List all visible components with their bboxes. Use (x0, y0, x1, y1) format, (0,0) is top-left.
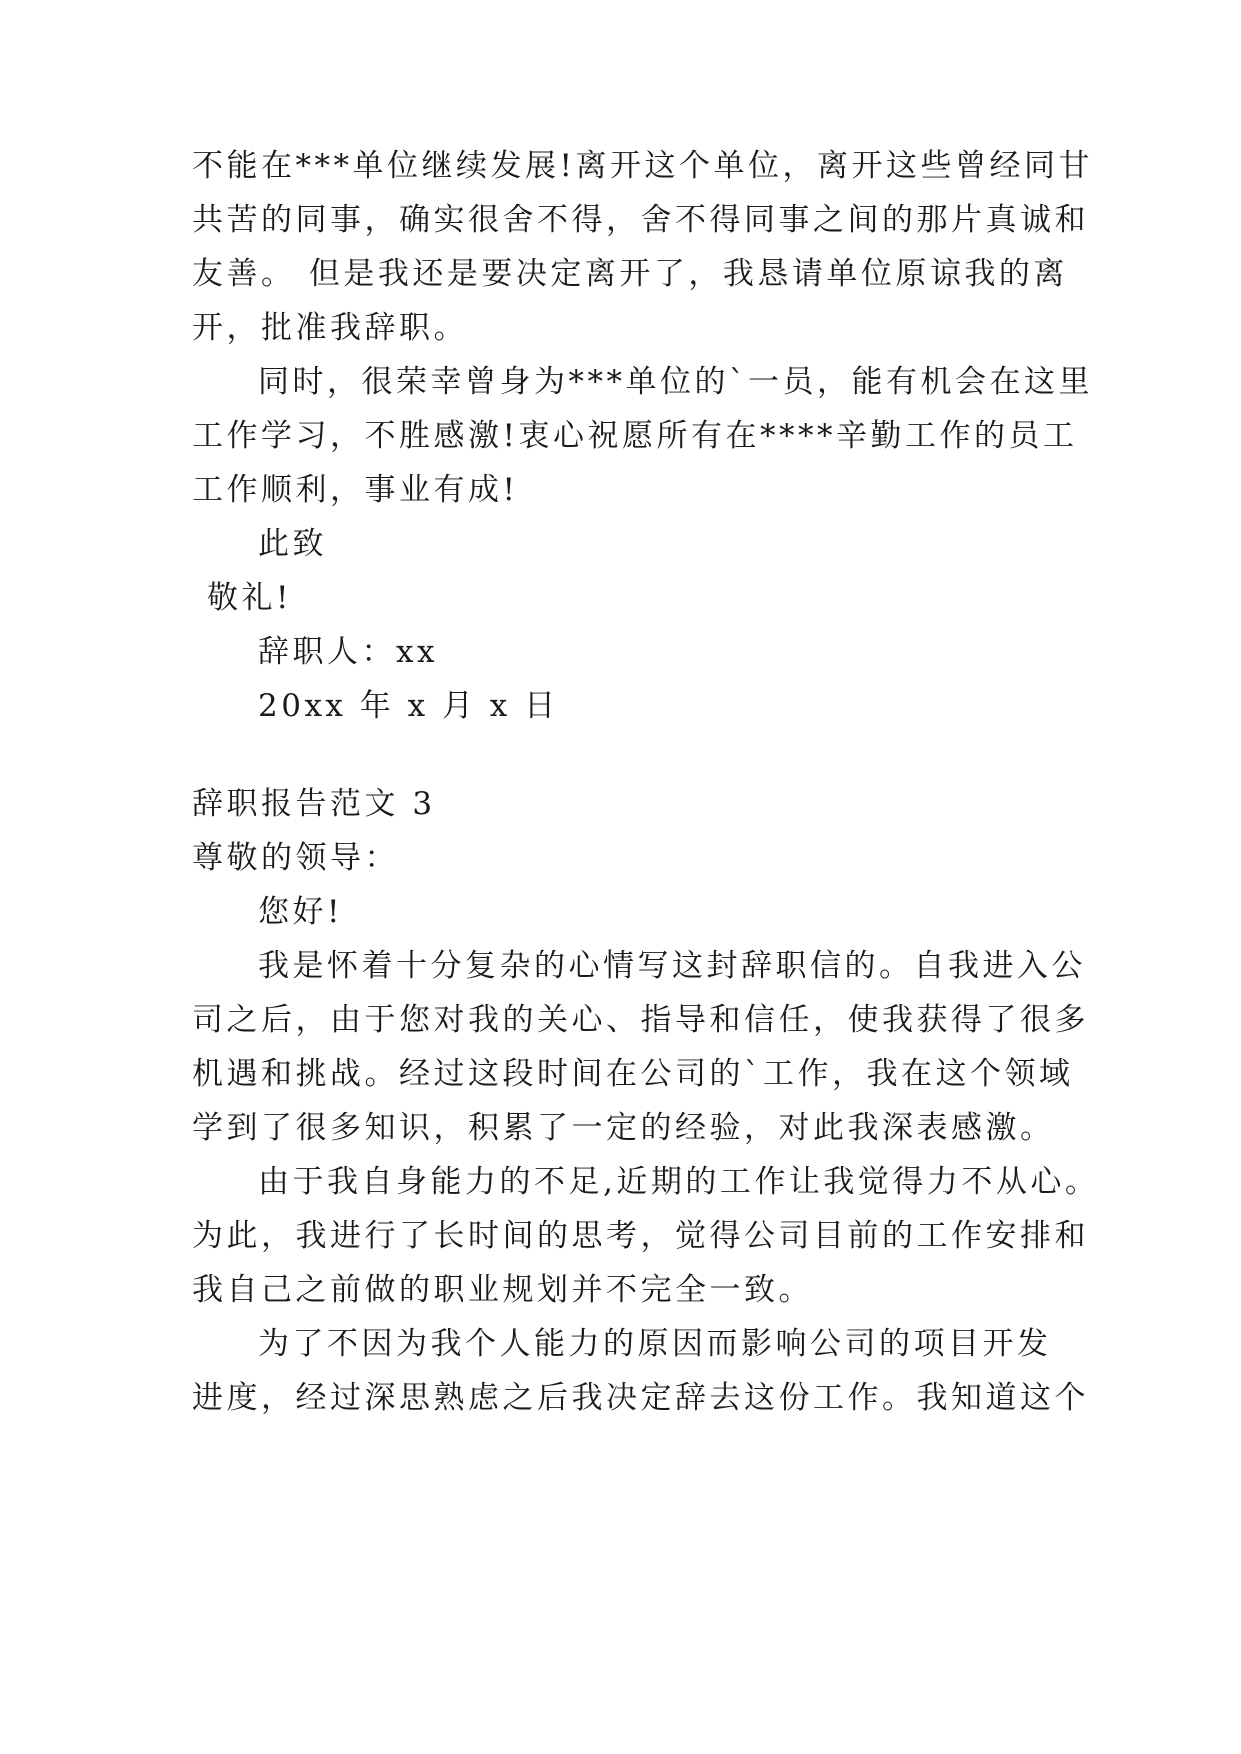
body-text-line: 机遇和挑战。经过这段时间在公司的`工作，我在这个领域 (192, 1056, 1074, 1092)
section-title: 辞职报告范文 3 (192, 786, 436, 822)
signer: 辞职人：xx (258, 634, 438, 670)
body-text-line: 进度，经过深思熟虑之后我决定辞去这份工作。我知道这个 (192, 1380, 1089, 1416)
body-text-line: 为了不因为我个人能力的原因而影响公司的项目开发 (258, 1326, 1052, 1362)
date: 20xx 年 x 月 x 日 (258, 688, 559, 724)
body-text-line: 我是怀着十分复杂的心情写这封辞职信的。自我进入公 (258, 948, 1086, 984)
body-text-line: 共苦的同事，确实很舍不得，舍不得同事之间的那片真诚和 (192, 202, 1089, 238)
closing-ci-zhi: 此致 (258, 526, 327, 562)
body-text-line: 我自己之前做的职业规划并不完全一致。 (192, 1272, 813, 1308)
body-text-line: 同时，很荣幸曾身为***单位的`一员，能有机会在这里 (258, 364, 1093, 400)
body-text-line: 学到了很多知识，积累了一定的经验，对此我深表感激。 (192, 1110, 1055, 1146)
body-text-line: 工作顺利，事业有成! (192, 472, 519, 508)
salutation: 尊敬的领导： (192, 840, 399, 876)
greeting: 您好! (258, 894, 343, 930)
body-text-line: 工作学习，不胜感激!衷心祝愿所有在****辛勤工作的员工 (192, 418, 1078, 454)
body-text-line: 友善。 但是我还是要决定离开了，我恳请单位原谅我的离 (192, 256, 1068, 292)
body-text-line: 开，批准我辞职。 (192, 310, 468, 346)
closing-jing-li: 敬礼! (207, 580, 292, 616)
body-text-line: 不能在***单位继续发展!离开这个单位，离开这些曾经同甘 (192, 148, 1093, 184)
body-text-line: 为此，我进行了长时间的思考，觉得公司目前的工作安排和 (192, 1218, 1089, 1254)
body-text-line: 司之后，由于您对我的关心、指导和信任，使我获得了很多 (192, 1002, 1089, 1038)
body-text-line: 由于我自身能力的不足,近期的工作让我觉得力不从心。 (258, 1164, 1100, 1200)
